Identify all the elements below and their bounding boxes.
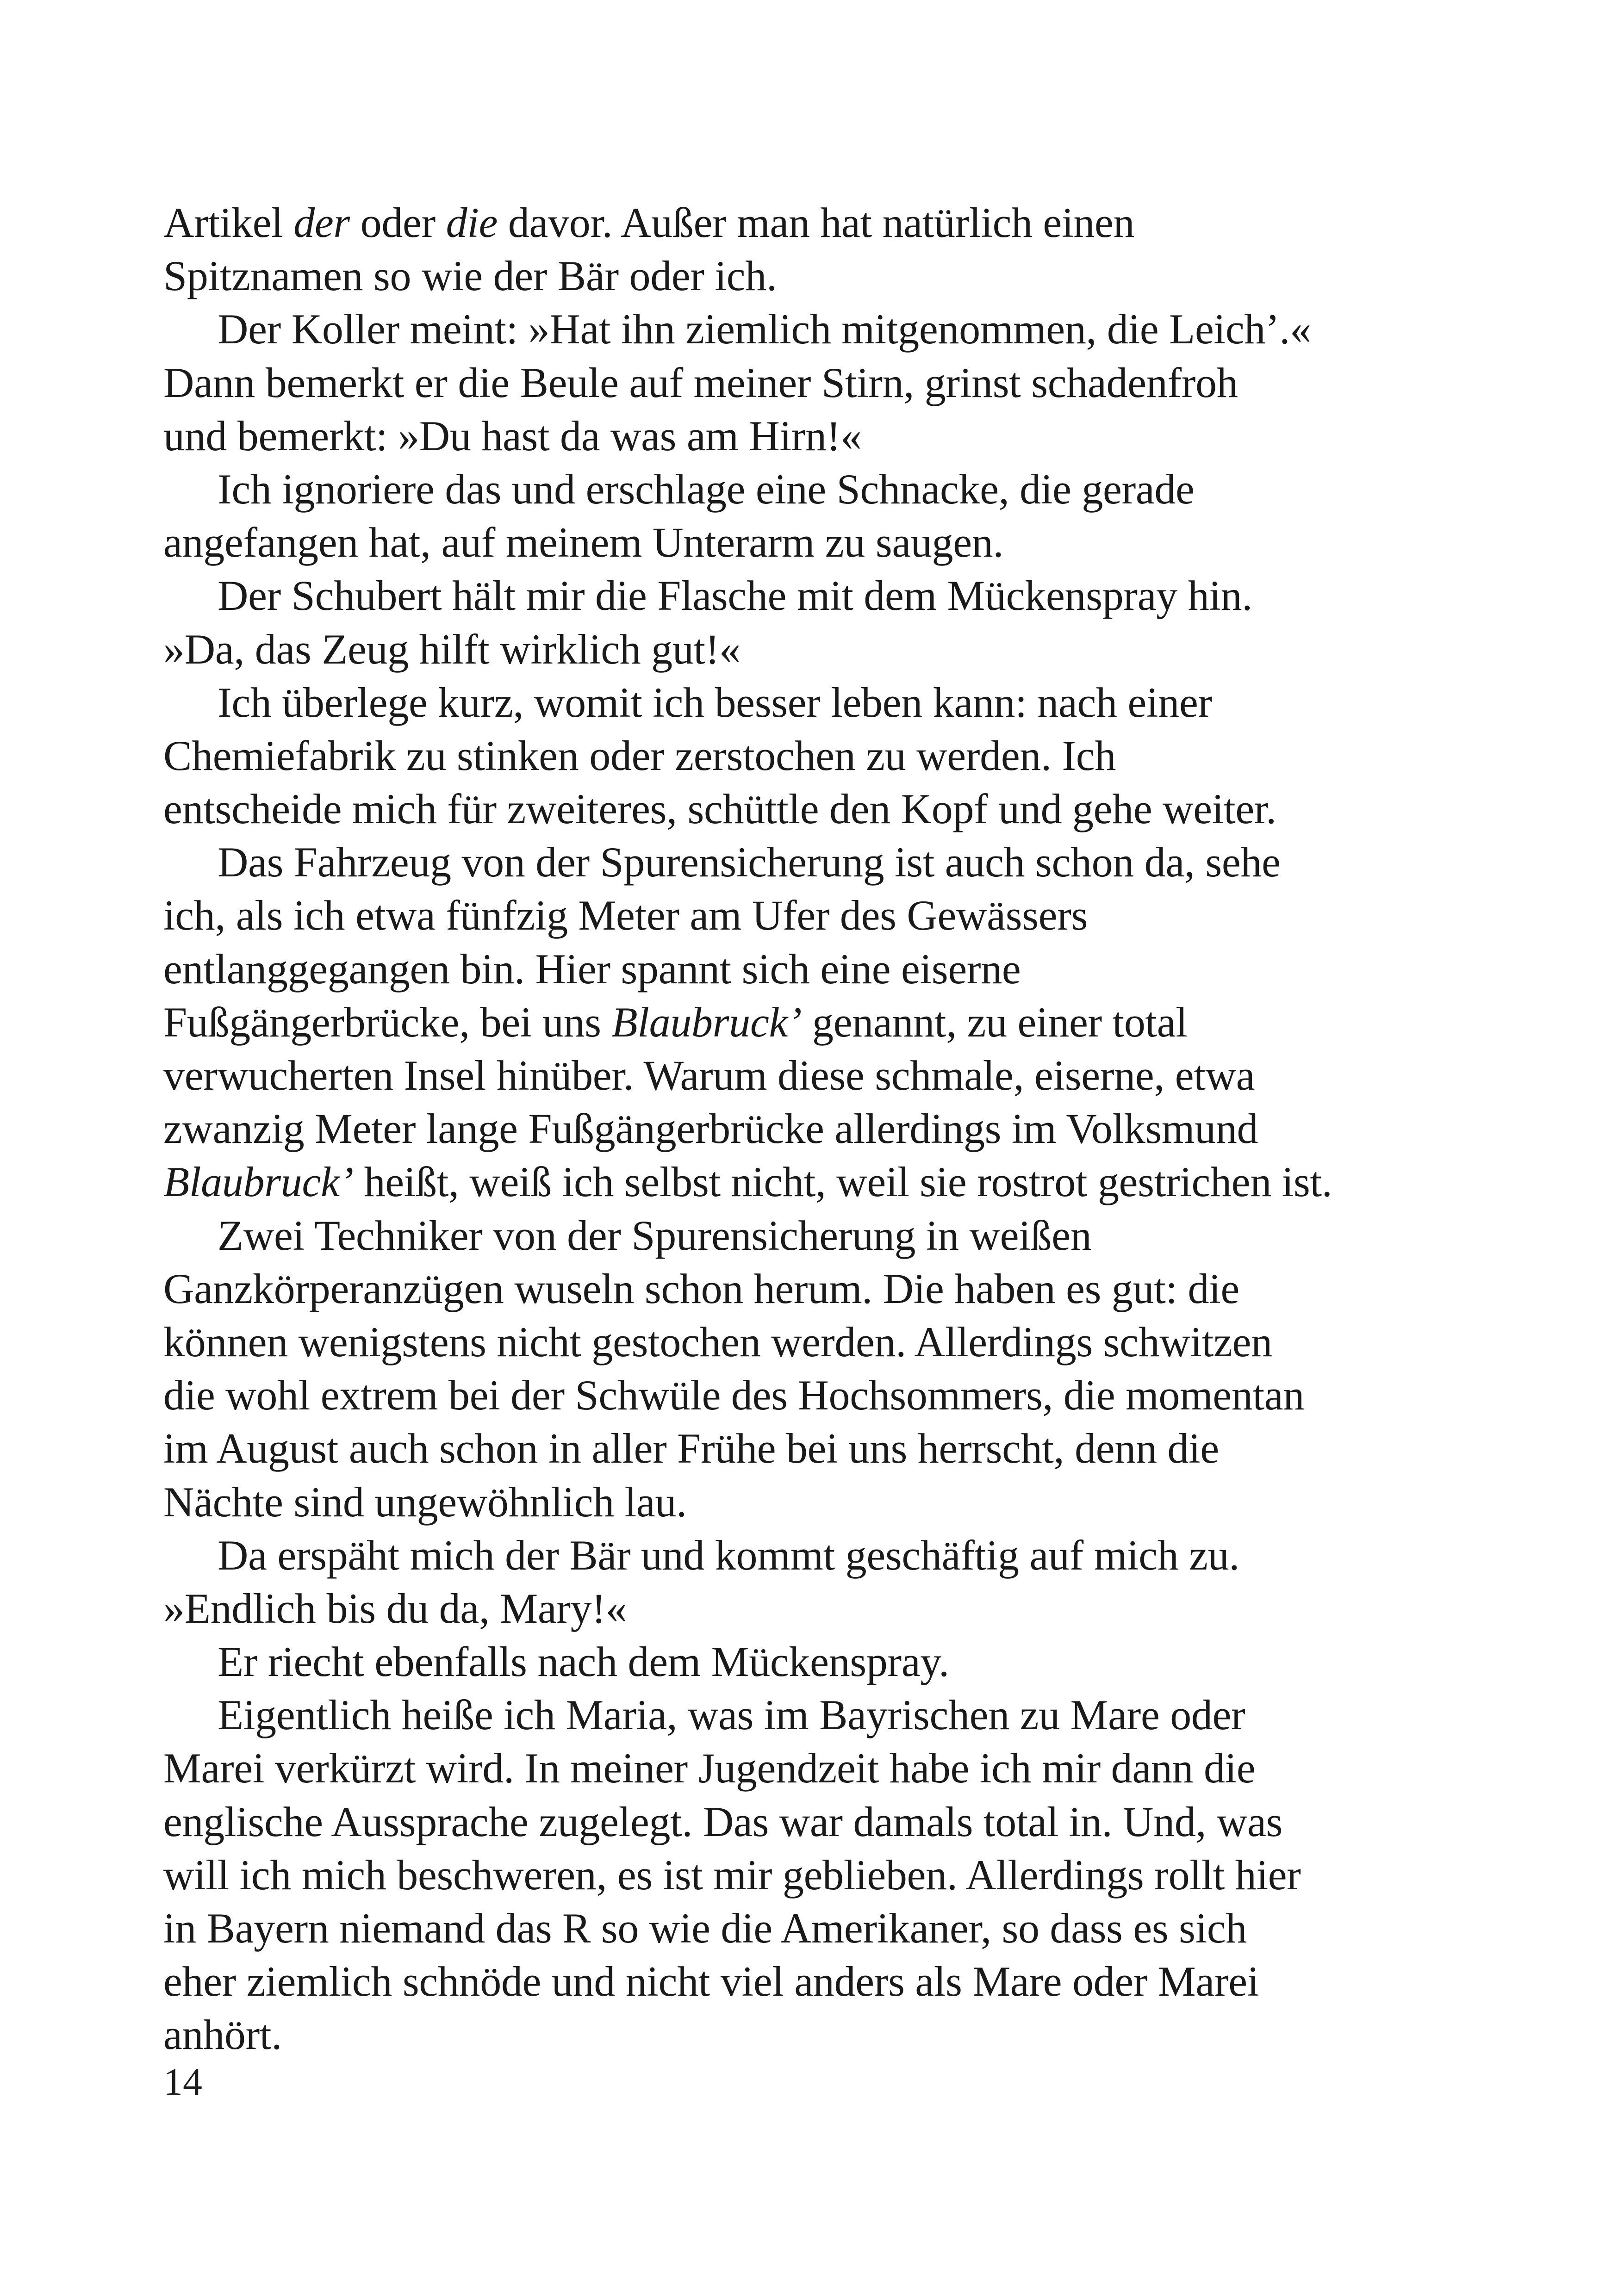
- text-run: englische Aussprache zugelegt. Das war damals total in. Und, was: [163, 1798, 1283, 1845]
- text-run: und bemerkt: »Du hast da was am Hirn!«: [163, 412, 862, 459]
- page-number: 14: [163, 2060, 202, 2104]
- text-run: Chemiefabrik zu stinken oder zerstochen zu werden. Ich: [163, 732, 1116, 779]
- text-line: [163, 1635, 1446, 1688]
- text-run: Nächte sind ungewöhnlich lau.: [163, 1478, 687, 1526]
- text-line: [163, 196, 1446, 249]
- italic-text: Blaubruck’: [163, 1158, 354, 1206]
- text-line: [163, 569, 1446, 622]
- text-line: [163, 249, 1446, 303]
- italic-text: der: [293, 199, 350, 246]
- text-line: [163, 356, 1446, 410]
- text-run: verwucherten Insel hinüber. Warum diese schmale, eiserne, etwa: [163, 1052, 1255, 1099]
- text-run: Spitznamen so wie der Bär oder ich.: [163, 252, 777, 300]
- text-line: [163, 1582, 1446, 1635]
- text-line: [163, 303, 1446, 356]
- text-run: Zwei Techniker von der Spurensicherung in weißen: [218, 1211, 1092, 1259]
- text-line: [163, 1209, 1446, 1262]
- text-line: [163, 943, 1446, 996]
- text-run: »Endlich bis du da, Mary!«: [163, 1584, 627, 1632]
- text-run: die wohl extrem bei der Schwüle des Hochsommers, die momentan: [163, 1371, 1305, 1419]
- text-run: entlanggegangen bin. Hier spannt sich eine eiserne: [163, 945, 1021, 993]
- text-run: entscheide mich für zweiteres, schüttle den Kopf und gehe weiter.: [163, 785, 1276, 833]
- text-run: anhört.: [163, 2011, 282, 2059]
- text-line: [163, 1849, 1446, 1902]
- text-line: [163, 1369, 1446, 1422]
- text-run: angefangen hat, auf meinem Unterarm zu saugen.: [163, 519, 1004, 566]
- text-run: davor. Außer man hat natürlich einen: [498, 199, 1135, 246]
- text-run: Dann bemerkt er die Beule auf meiner Stirn, grinst schadenfroh: [163, 359, 1238, 406]
- text-run: Der Koller meint: »Hat ihn ziemlich mitgenommen, die Leich’.«: [218, 305, 1311, 353]
- text-run: Er riecht ebenfalls nach dem Mückenspray.: [218, 1638, 949, 1686]
- text-line: [163, 623, 1446, 676]
- text-run: Fußgängerbrücke, bei uns: [163, 998, 612, 1046]
- text-run: Das Fahrzeug von der Spurensicherung ist auch schon da, sehe: [218, 838, 1281, 886]
- text-line: [163, 676, 1446, 729]
- text-run: Ich überlege kurz, womit ich besser leben kann: nach einer: [218, 678, 1212, 726]
- text-run: Der Schubert hält mir die Flasche mit dem Mückenspray hin.: [218, 572, 1253, 620]
- text-line: [163, 2008, 1446, 2061]
- text-line: [163, 996, 1446, 1049]
- text-line: [163, 1155, 1446, 1209]
- italic-text: Blaubruck’: [611, 998, 802, 1046]
- text-run: Marei verkürzt wird. In meiner Jugendzeit habe ich mir dann die: [163, 1744, 1256, 1792]
- text-line: [163, 1688, 1446, 1742]
- text-run: heißt, weiß ich selbst nicht, weil sie rostrot gestrichen ist.: [353, 1158, 1332, 1206]
- text-line: [163, 889, 1446, 942]
- text-line: [163, 1316, 1446, 1369]
- text-run: Eigentlich heiße ich Maria, was im Bayrischen zu Mare oder: [218, 1691, 1245, 1739]
- text-run: ich, als ich etwa fünfzig Meter am Ufer des Gewässers: [163, 892, 1088, 939]
- text-line: [163, 836, 1446, 889]
- text-run: im August auch schon in aller Frühe bei uns herrscht, denn die: [163, 1425, 1219, 1472]
- text-line: [163, 1476, 1446, 1529]
- text-run: können wenigstens nicht gestochen werden. Allerdings schwitzen: [163, 1318, 1272, 1365]
- text-run: »Da, das Zeug hilft wirklich gut!«: [163, 625, 741, 673]
- text-line: [163, 516, 1446, 569]
- text-line: [163, 782, 1446, 836]
- text-line: [163, 1529, 1446, 1582]
- text-line: [163, 1955, 1446, 2008]
- text-line: [163, 1262, 1446, 1316]
- text-run: will ich mich beschweren, es ist mir geblieben. Allerdings rollt hier: [163, 1851, 1301, 1899]
- text-line: [163, 1902, 1446, 1955]
- text-line: [163, 729, 1446, 782]
- text-line: [163, 1422, 1446, 1475]
- italic-text: die: [446, 199, 498, 246]
- text-line: [163, 1049, 1446, 1102]
- text-run: Ganzkörperanzügen wuseln schon herum. Die haben es gut: die: [163, 1265, 1239, 1312]
- text-line: [163, 463, 1446, 516]
- text-run: oder: [349, 199, 446, 246]
- text-run: eher ziemlich schnöde und nicht viel anders als Mare oder Marei: [163, 1958, 1259, 2005]
- text-run: Artikel: [163, 199, 294, 246]
- text-line: [163, 1742, 1446, 1795]
- text-line: [163, 1102, 1446, 1155]
- text-run: in Bayern niemand das R so wie die Amerikaner, so dass es sich: [163, 1905, 1247, 1952]
- text-run: Ich ignoriere das und erschlage eine Schnacke, die gerade: [218, 465, 1195, 513]
- text-run: genannt, zu einer total: [802, 998, 1188, 1046]
- text-run: Da erspäht mich der Bär und kommt geschäftig auf mich zu.: [218, 1531, 1240, 1579]
- text-run: zwanzig Meter lange Fußgängerbrücke allerdings im Volksmund: [163, 1105, 1258, 1153]
- body-text: [163, 196, 1446, 2062]
- text-line: [163, 1795, 1446, 1849]
- text-line: [163, 410, 1446, 463]
